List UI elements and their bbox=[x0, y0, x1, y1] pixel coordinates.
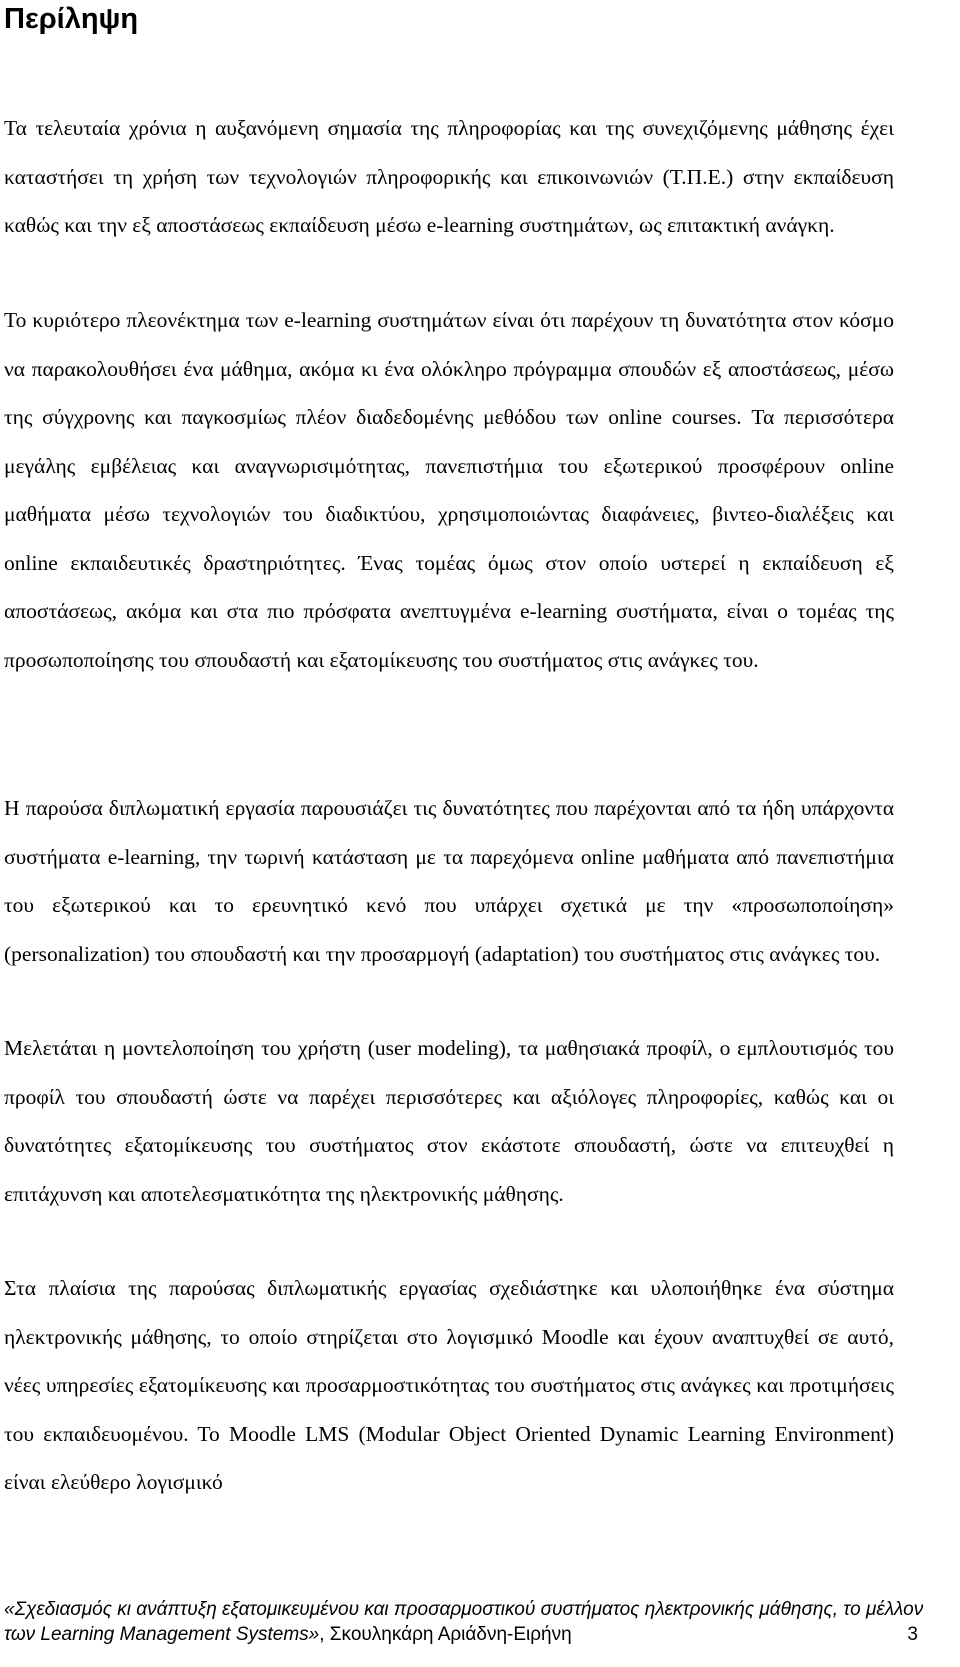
section-heading: Περίληψη bbox=[4, 3, 139, 35]
paragraph-advantages: Το κυριότερο πλεονέκτημα των e-learning συστημάτων είναι ότι παρέχουν τη δυνατότητα στον κόσμο να παρακολουθήσει ένα μάθημα, ακόμα κι ένα ολόκληρο πρόγραμμα σπουδών εξ αποστάσεως, μέσω της σύγχρονης και παγκοσμίως πλέον διαδεδομένης μεθόδου των online courses. Τα περισσότερα μεγάλης εμβέλειας και αναγνωρισιμότητας, πανεπιστήμια του εξωτερικού προσφέρουν online μαθήματα μέσω τεχνολογιών του διαδικτύου, χρησιμοποιώντας διαφάνειες, βιντεο-διαλέξεις και online εκπαιδευτικές δραστηριότητες. Ένας τομέας όμως στον οποίο υστερεί η εκπαίδευση εξ αποστάσεως, ακόμα και στα πιο πρόσφατα ανεπτυγμένα e-learning συστήματα, είναι ο τομέας της προσωποποίησης του σπουδαστή και εξατομίκευσης του συστήματος στις ανάγκες του. bbox=[4, 308, 894, 672]
paragraph-user-modeling: Μελετάται η μοντελοποίηση του χρήστη (user modeling), τα μαθησιακά προφίλ, ο εμπλουτισμός του προφίλ του σπουδαστή ώστε να παρέχει περισσότερες και αξιόλογες πληροφορίες, καθώς και οι δυνατότητες εξατομίκευσης του συστήματος στον εκάστοτε σπουδαστή, ώστε να επιτευχθεί η επιτάχυνση και αποτελεσματικότητα της ηλεκτρονικής μάθησης. bbox=[4, 1036, 894, 1206]
page-footer bbox=[4, 1597, 924, 1647]
footer-thesis-title: «Σχεδιασμός κι ανάπτυξη εξατομικευμένου και προσαρμοστικού συστήματος ηλεκτρονικής μάθησης, το μέλλον των Learning Management Systems» bbox=[4, 1599, 924, 1645]
page-number: 3 bbox=[907, 1624, 918, 1645]
paragraph-intro: Τα τελευταία χρόνια η αυξανόμενη σημασία της πληροφορίας και της συνεχιζόμενης μάθησης έχει καταστήσει τη χρήση των τεχνολογιών πληροφορικής και επικοινωνιών (Τ.Π.Ε.) στην εκπαίδευση καθώς και την εξ αποστάσεως εκπαίδευση μέσω e-learning συστημάτων, ως επιτακτική ανάγκη. bbox=[4, 116, 894, 237]
paragraph-implementation: Στα πλαίσια της παρούσας διπλωματικής εργασίας σχεδιάστηκε και υλοποιήθηκε ένα σύστημα ηλεκτρονικής μάθησης, το οποίο στηρίζεται στο λογισμικό Moodle και έχουν αναπτυχθεί σε αυτό, νέες υπηρεσίες εξατομίκευσης και προσαρμοστικότητας του συστήματος στις ανάγκες και προτιμήσεις του εκπαιδευομένου. Το Moodle LMS (Modular Object Oriented Dynamic Learning Environment) είναι ελεύθερο λογισμικό bbox=[4, 1276, 894, 1494]
footer-author: , Σκουληκάρη Αριάδνη-Ειρήνη bbox=[319, 1624, 572, 1645]
paragraph-thesis-scope: Η παρούσα διπλωματική εργασία παρουσιάζει τις δυνατότητες που παρέχονται από τα ήδη υπάρχοντα συστήματα e-learning, την τωρινή κατάσταση με τα παρεχόμενα online μαθήματα από πανεπιστήμια του εξωτερικού και το ερευνητικό κενό που υπάρχει σχετικά με την «προσωποποίηση» (personalization) του σπουδαστή και την προσαρμογή (adaptation) του συστήματος στις ανάγκες του. bbox=[4, 796, 894, 966]
